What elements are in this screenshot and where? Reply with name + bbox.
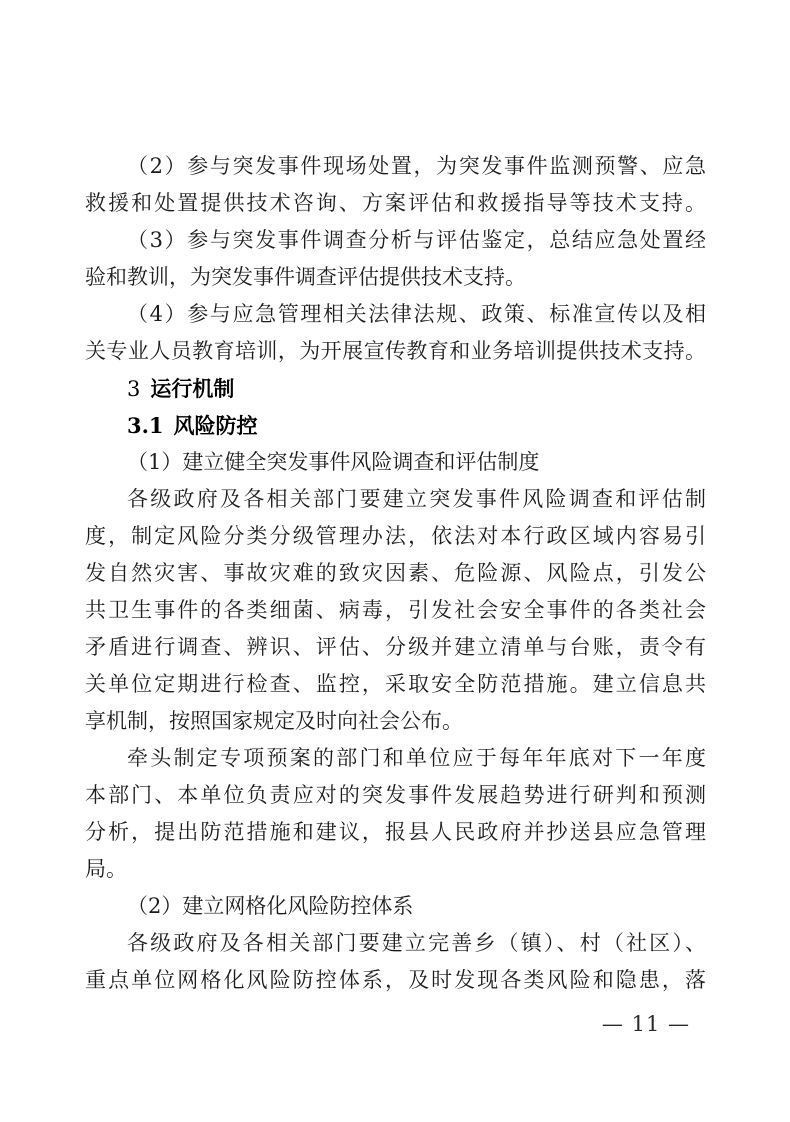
heading-text: 运行机制 <box>150 377 235 401</box>
text-line: （1）建立健全突发事件风险调查和评估制度 <box>127 450 540 474</box>
text-line: 牵头制定专项预案的部门和单位应于每年年底对下一年度 <box>127 746 706 770</box>
document-body <box>85 148 706 999</box>
text-line: 享机制，按照国家规定及时向社会公布。 <box>85 709 463 733</box>
text-line: 发自然灾害、事故灾难的致灾因素、危险源、风险点，引发公 <box>85 561 706 585</box>
text-line: （2）建立网格化风险防控体系 <box>127 894 414 918</box>
text-line: 救援和处置提供技术咨询、方案评估和救援指导等技术支持。 <box>85 191 706 215</box>
text-line: 各级政府及各相关部门要建立完善乡（镇）、村（社区）、 <box>127 931 706 955</box>
text-line: 局。 <box>85 857 127 881</box>
text-line: 关单位定期进行检查、监控，采取安全防范措施。建立信息共 <box>85 672 706 696</box>
text-line: （4）参与应急管理相关法律法规、政策、标准宣传以及相 <box>127 302 706 326</box>
heading-number: 3.1 <box>127 413 164 438</box>
text-line: 重点单位网格化风险防控体系，及时发现各类风险和隐患，落 <box>85 968 706 992</box>
text-line: 分析，提出防范措施和建议，报县人民政府并抄送县应急管理 <box>85 820 706 844</box>
subsection-heading <box>85 407 706 444</box>
text-line: 关专业人员教育培训，为开展宣传教育和业务培训提供技术支持。 <box>85 339 706 363</box>
text-line: （2）参与突发事件现场处置，为突发事件监测预警、应急 <box>127 154 706 178</box>
text-line: 本部门、本单位负责应对的突发事件发展趋势进行研判和预测 <box>85 783 706 807</box>
text-line: 度，制定风险分类分级管理办法，依法对本行政区域内容易引 <box>85 524 706 548</box>
text-line: 验和教训，为突发事件调查评估提供技术支持。 <box>85 265 526 289</box>
page-number: — 11 — <box>601 1012 690 1036</box>
text-line: 共卫生事件的各类细菌、病毒，引发社会安全事件的各类社会 <box>85 598 706 622</box>
text-line: 各级政府及各相关部门要建立突发事件风险调查和评估制 <box>127 487 706 511</box>
heading-number: 3 <box>127 377 141 401</box>
text-line: （3）参与突发事件调查分析与评估鉴定，总结应急处置经 <box>127 228 706 252</box>
text-line: 矛盾进行调查、辨识、评估、分级并建立清单与台账，责令有 <box>85 635 706 659</box>
section-heading <box>85 370 706 407</box>
heading-text: 风险防控 <box>173 414 258 438</box>
